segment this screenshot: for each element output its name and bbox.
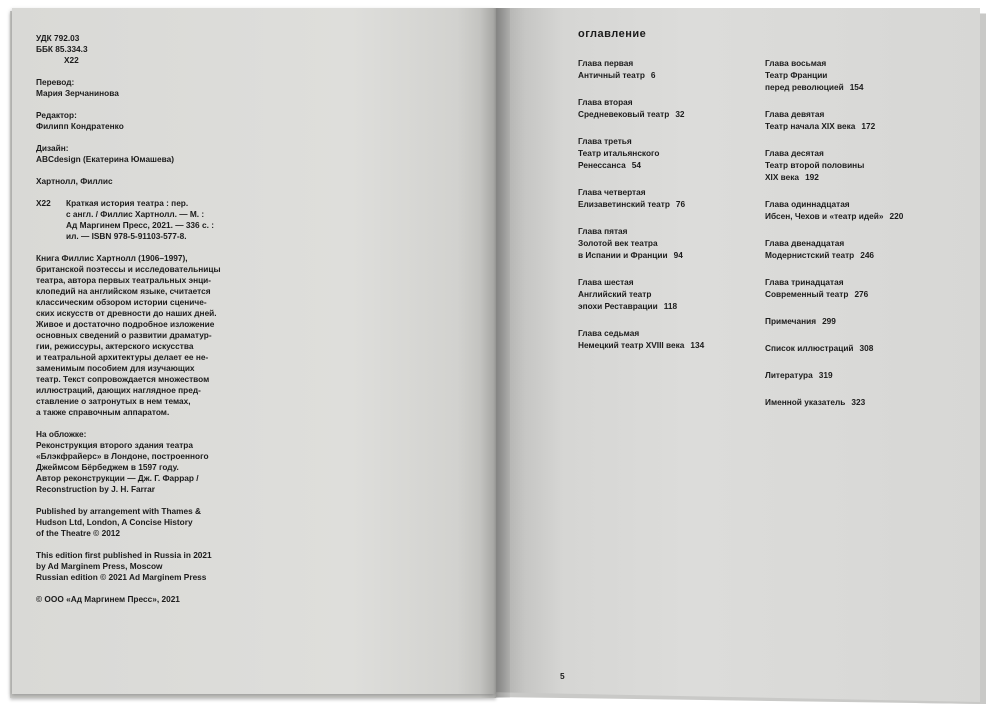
section-title: Список иллюстраций 308	[765, 343, 874, 353]
chapter-label: Глава девятая	[765, 109, 825, 119]
toc-entry-illustrations	[765, 342, 945, 354]
toc-column-1	[578, 57, 758, 366]
chapter-title: Елизаветинский театр 76	[578, 199, 686, 209]
page-number: 323	[851, 397, 866, 407]
annotation-line: Живое и достаточно подробное изложение	[36, 319, 215, 329]
design-label: Дизайн:	[36, 143, 69, 153]
book-gutter	[480, 8, 510, 698]
toc-entry	[578, 327, 758, 351]
chapter-title: Античный театр 6	[578, 70, 656, 80]
chapter-label: Глава одиннадцатая	[765, 199, 850, 209]
chapter-label: Глава первая	[578, 58, 634, 68]
annotation-line: театра, автора первых театральных энци-	[36, 275, 212, 285]
annotation-line: британской поэтессы и исследовательницы	[36, 264, 221, 274]
annotation-line: классическим обзором истории сцениче-	[36, 297, 207, 307]
toc-entry	[578, 96, 758, 120]
catalog-line: с англ. / Филлис Хартнолл. — М. :	[66, 209, 205, 219]
edition-note	[36, 550, 236, 583]
chapter-title: Театр итальянского	[578, 148, 660, 158]
page-folio: 5	[560, 671, 565, 681]
toc-entry	[765, 147, 945, 183]
catalog-line: Краткая история театра : пер.	[66, 198, 189, 208]
chapter-label: Глава седьмая	[578, 328, 640, 338]
page-number: 32	[675, 109, 685, 119]
designer-name: ABCdesign (Екатерина Юмашева)	[36, 154, 174, 164]
toc-entry	[578, 186, 758, 210]
chapter-title: Золотой век театра	[578, 238, 658, 248]
toc-title: оглавление	[578, 28, 647, 40]
chapter-label: Глава шестая	[578, 277, 634, 287]
published-line: of the Theatre © 2012	[36, 528, 121, 538]
annotation-line: гии, режиссуры, актерского искусства	[36, 341, 194, 351]
annotation-line: Книга Филлис Хартнолл (1906–1997),	[36, 253, 188, 263]
page-number: 192	[805, 172, 819, 182]
page-number: 54	[631, 160, 641, 170]
toc-entry	[765, 237, 945, 261]
chapter-title: Ибсен, Чехов и «театр идей» 220	[765, 211, 904, 221]
chapter-label: Глава вторая	[578, 97, 633, 107]
catalog-code: Х22	[36, 198, 51, 208]
cover-note	[36, 429, 236, 495]
annotation-line: и театральной архитектуры делает ее не-	[36, 352, 209, 362]
page-number: 299	[822, 316, 836, 326]
toc-entry	[578, 276, 758, 312]
annotation	[36, 253, 236, 418]
editor-label: Редактор:	[36, 110, 77, 120]
chapter-title: Ренессанса 54	[578, 160, 641, 170]
chapter-title: Модернистский театр 246	[765, 250, 875, 260]
chapter-title: Английский театр	[578, 289, 652, 299]
edition-line: by Ad Marginem Press, Moscow	[36, 561, 163, 571]
annotation-line: заменимым пособием для изучающих	[36, 363, 195, 373]
toc-entry	[765, 276, 945, 300]
cover-line: Джеймсом Бёрбеджем в 1597 году.	[36, 462, 179, 472]
chapter-title: Театр второй половины	[765, 160, 865, 170]
chapter-title: перед революцией 154	[765, 82, 864, 92]
chapter-title: Театр начала XIX века 172	[765, 121, 876, 131]
annotation-line: иллюстраций, дающих наглядное пред-	[36, 385, 201, 395]
toc-entry-notes	[765, 315, 945, 327]
chapter-label: Глава тринадцатая	[765, 277, 844, 287]
page-number: 308	[859, 343, 874, 353]
translation-label: Перевод:	[36, 77, 75, 87]
annotation-line: основных сведений о развитии драматур-	[36, 330, 212, 340]
chapter-label: Глава четвертая	[578, 187, 646, 197]
catalog-line: ил. — ISBN 978-5-91103-577-8.	[66, 231, 187, 241]
edition-line: This edition first published in Russia in 2021	[36, 550, 212, 560]
catalog-line: Ад Маргинем Пресс, 2021. — 336 с. :	[66, 220, 214, 230]
imprint-block	[36, 33, 236, 616]
page-number: 319	[818, 370, 833, 380]
editor-name: Филипп Кондратенко	[36, 121, 124, 131]
page-number: 134	[690, 340, 705, 350]
toc-entry	[765, 108, 945, 132]
chapter-title: Немецкий театр XVIII века 134	[578, 340, 705, 350]
author-code: Х22	[64, 55, 79, 65]
page-number: 6	[650, 70, 656, 80]
translator-name: Мария Зерчанинова	[36, 88, 119, 98]
toc-entry	[578, 225, 758, 261]
page-number: 154	[849, 82, 864, 92]
catalog-record	[36, 198, 236, 242]
toc-entry	[578, 135, 758, 171]
cover-line: «Блэкфрайерс» в Лондоне, построенного	[36, 451, 209, 461]
copyright-line: © ООО «Ад Маргинем Пресс», 2021	[36, 594, 180, 604]
toc-column-2	[765, 57, 945, 423]
chapter-title: эпохи Реставрации 118	[578, 301, 678, 311]
annotation-line: клопедий на английском языке, считается	[36, 286, 211, 296]
annotation-line: а также справочным аппаратом.	[36, 407, 170, 417]
chapter-title: в Испании и Франции 94	[578, 250, 683, 260]
chapter-title: XIX века 192	[765, 172, 819, 182]
toc-entry-index	[765, 396, 945, 408]
published-note	[36, 506, 236, 539]
udk-code: УДК 792.03	[36, 33, 80, 43]
cover-line: Автор реконструкции — Дж. Г. Фаррар /	[36, 473, 199, 483]
chapter-title: Средневековый театр 32	[578, 109, 685, 119]
annotation-line: театр. Текст сопровождается множеством	[36, 374, 210, 384]
page-number: 276	[854, 289, 869, 299]
translation-credit	[36, 77, 236, 99]
copyright-note	[36, 594, 236, 605]
cover-line: Реконструкция второго здания театра	[36, 440, 193, 450]
design-credit	[36, 143, 236, 165]
chapter-title: Театр Франции	[765, 70, 828, 80]
chapter-label: Глава десятая	[765, 148, 824, 158]
page-number: 172	[861, 121, 876, 131]
author-name: Хартнолл, Филлис	[36, 176, 113, 186]
page-number: 94	[673, 250, 683, 260]
annotation-line: ских искусств от древности до наших дней.	[36, 308, 217, 318]
chapter-label: Глава двенадцатая	[765, 238, 845, 248]
cover-line: На обложке:	[36, 429, 87, 439]
chapter-label: Глава восьмая	[765, 58, 827, 68]
section-title: Именной указатель 323	[765, 397, 866, 407]
author-heading	[36, 176, 236, 187]
section-title: Примечания 299	[765, 316, 836, 326]
section-title: Литература 319	[765, 370, 833, 380]
toc-entry-literature	[765, 369, 945, 381]
editor-credit	[36, 110, 236, 132]
published-line: Hudson Ltd, London, A Concise History	[36, 517, 193, 527]
page-number: 220	[889, 211, 904, 221]
page-number: 246	[860, 250, 875, 260]
chapter-title: Современный театр 276	[765, 289, 869, 299]
published-line: Published by arrangement with Thames &	[36, 506, 202, 516]
page-number: 118	[663, 301, 678, 311]
toc-entry	[765, 198, 945, 222]
chapter-label: Глава пятая	[578, 226, 628, 236]
page-number: 76	[675, 199, 686, 209]
bbk-code: ББК 85.334.3	[36, 44, 88, 54]
edition-line: Russian edition © 2021 Ad Marginem Press	[36, 572, 207, 582]
cover-line: Reconstruction by J. H. Farrar	[36, 484, 155, 494]
annotation-line: ставление о затронутых в нем темах,	[36, 396, 191, 406]
toc-entry	[765, 57, 945, 93]
toc-entry	[578, 57, 758, 81]
classification-codes	[36, 33, 236, 66]
chapter-label: Глава третья	[578, 136, 632, 146]
